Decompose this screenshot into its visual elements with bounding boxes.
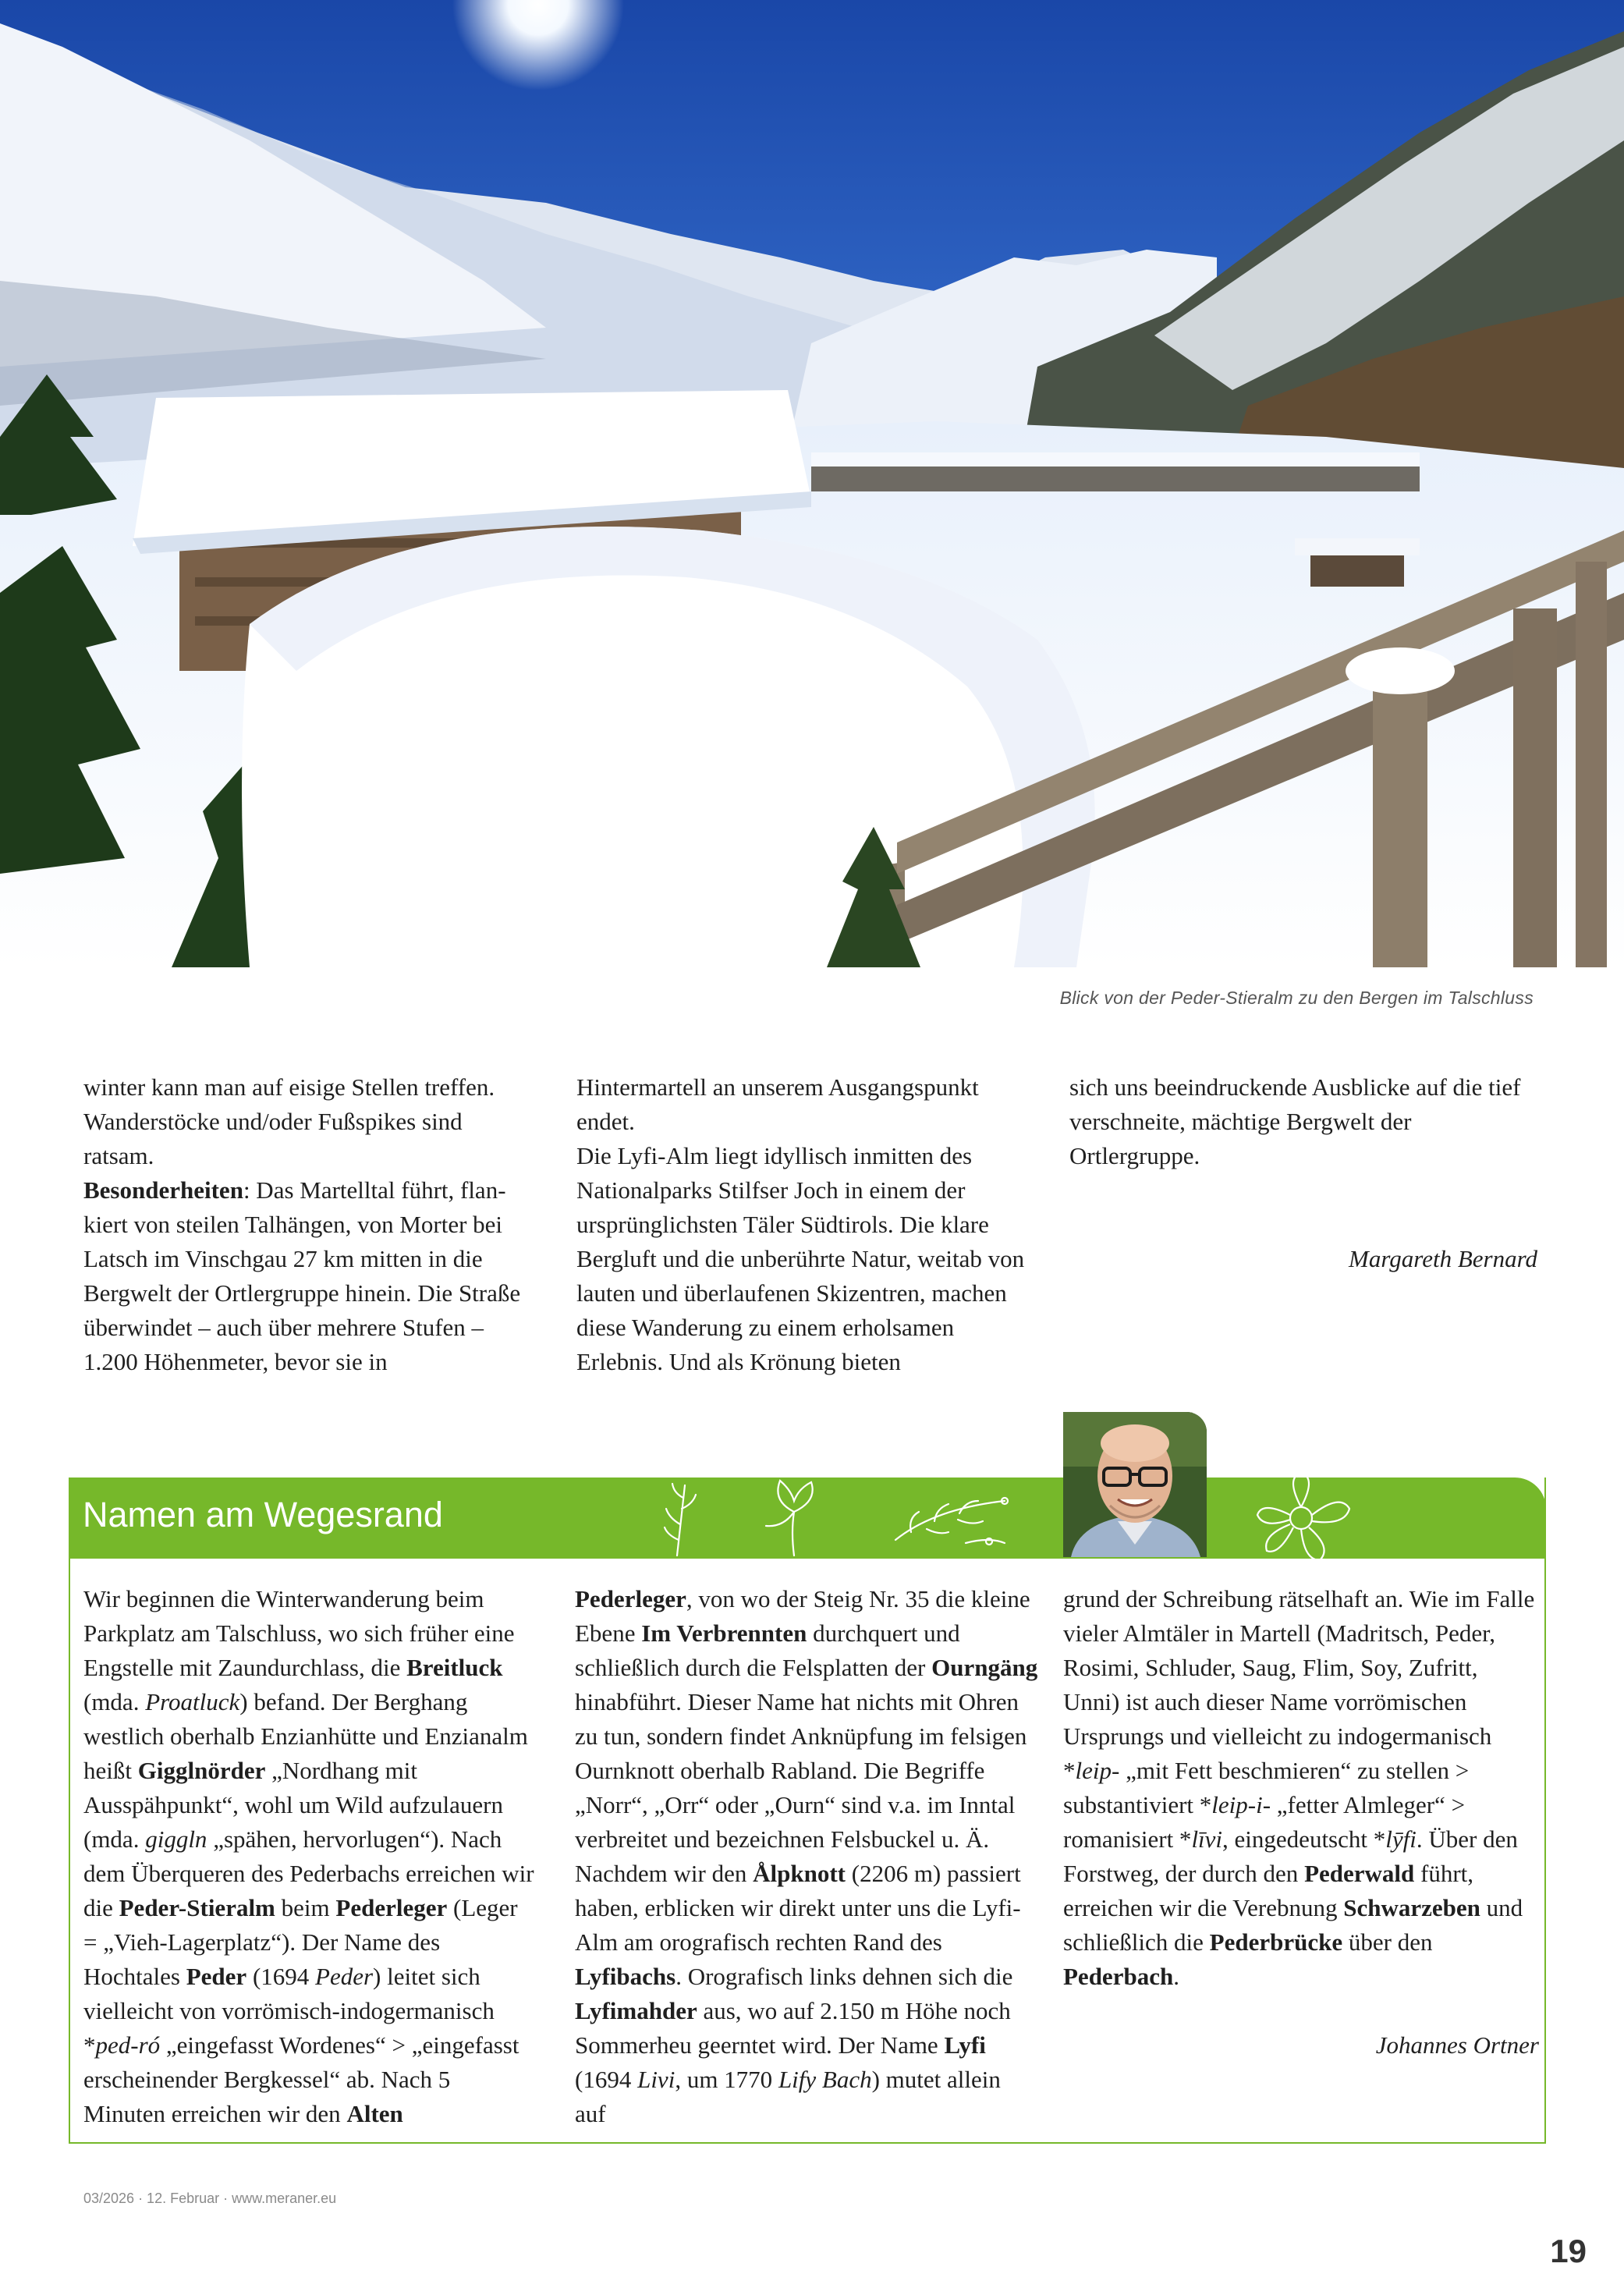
flower-icon <box>1239 1478 1363 1559</box>
author-signature: Margareth Bernard <box>1349 1245 1537 1272</box>
paragraph: Die Lyfi-Alm liegt idyllisch inmitten des Nationalparks Stilfser Joch in einem der ursprünglichsten Täler Südtirols. Die klare Bergluft und die unberührte Natur, weitab von lauten und überlaufenen Skizentren, machen diese Wanderung zu einem erholsamen Erlebnis. Und als Krönung bieten <box>576 1142 1025 1375</box>
names-banner <box>69 1478 1546 1559</box>
photo-caption: Blick von der Peder-Stieralm zu den Bergen im Talschluss <box>1059 988 1534 1008</box>
paragraph: sich uns beeindruckende Ausblicke auf die tief verschneite, mächtige Bergwelt der Ortlergruppe. <box>1069 1073 1521 1169</box>
paragraph: grund der Schreibung rätselhaft an. Wie im Falle vieler Almtäler in Martell (Madritsch, Peder, Rosimi, Schluder, Saug, Flim, Soy, Zufritt, Unni) ist auch dieser Name vorrömischen Ursprungs und vielleicht zu indogermanisch *leip- „mit Fett beschmieren“ zu stellen > substantiviert *leip-i- „fetter Almleger“ > romanisiert *līvi, eingedeutscht *lȳfi. Über den Forstweg, der durch den Pederwald führt, erreichen wir die Verebnung Schwarzeben und schließlich die Pederbrücke über den Pederbach. <box>1063 1585 1535 1990</box>
footer-info: 03/2026 · 12. Februar · www.meraner.eu <box>83 2191 337 2206</box>
paragraph <box>83 1173 536 1379</box>
article-column-3 <box>1069 1070 1537 1276</box>
names-column-1 <box>83 1582 536 2131</box>
paragraph-text: : Das Martelltal führt, flankiert von steilen Talhängen, von Morter bei Latsch im Vinschgau 27 km mitten in die Bergwelt der Ortlergruppe hinein. Die Straße überwindet – auch über mehrere Stufen – 1.200 Höhenmeter, bevor sie in <box>83 1176 521 1375</box>
paragraph: Wir beginnen die Winterwanderung beim Parkplatz am Talschluss, wo sich früher eine Engstelle mit Zaundurchlass, die Breitluck (mda. Proatluck) befand. Der Berghang westlich oberhalb Enzianhütte und Enzianalm heißt Gigglnörder „Nordhang mit Ausspähpunkt“, wohl um Wild aufzulauern (mda. giggln „spähen, hervorlugen“). Nach dem Überqueren des Pederbachs erreichen wir die Peder-Stieralm beim Pederleger (Leger = „Vieh-Lagerplatz“). Der Name des Hochtales Peder (1694 Peder) leitet sich vielleicht von vorrömisch-indogermanisch *ped-ró „eingefasst Wordenes“ > „eingefasst erscheinender Bergkessel“ ab. Nach 5 Minuten erreichen wir den Alten <box>83 1585 534 2127</box>
article-column-2 <box>576 1070 1037 1379</box>
hero-photo <box>0 0 1624 967</box>
author-signature: Johannes Ortner <box>1375 2031 1539 2059</box>
paragraph: Pederleger, von wo der Steig Nr. 35 die kleine Ebene Im Verbrennten durchquert und schließlich durch die Felsplatten der Ourngäng hinabführt. Dieser Name hat nichts mit Ohren zu tun, sondern findet Anknüpfung im felsigen Ournknott oberhalb Rabland. Die Begriffe „Norr“, „Orr“ oder „Ourn“ sind v.a. im Inntal verbreitet und bezeichnen Felsbuckel u. Ä. Nachdem wir den Ålpknott (2206 m) passiert haben, erblicken wir direkt unter uns die Lyfi-Alm am orografisch rechten Rand des Lyfibachs. Orografisch links dehnen sich die Lyfimahder aus, wo auf 2.150 m Höhe noch Sommerheu geerntet wird. Der Name Lyfi (1694 Livi, um 1770 Lify Bach) mutet allein auf <box>575 1585 1038 2127</box>
paragraph: Hintermartell an unserem Ausgangspunkt endet. <box>576 1073 979 1135</box>
paragraph-label: Besonderheiten <box>83 1176 243 1204</box>
paragraph: winter kann man auf eisige Stellen treffen. Wanderstöcke und/oder Fußspikes sind ratsam. <box>83 1073 495 1169</box>
names-column-3 <box>1063 1582 1539 2063</box>
names-column-2 <box>575 1582 1043 2131</box>
article-column-1 <box>83 1070 536 1379</box>
author-portrait <box>1063 1412 1207 1557</box>
page-number: 19 <box>1550 2233 1587 2269</box>
section-title: Namen am Wegesrand <box>83 1495 443 1534</box>
